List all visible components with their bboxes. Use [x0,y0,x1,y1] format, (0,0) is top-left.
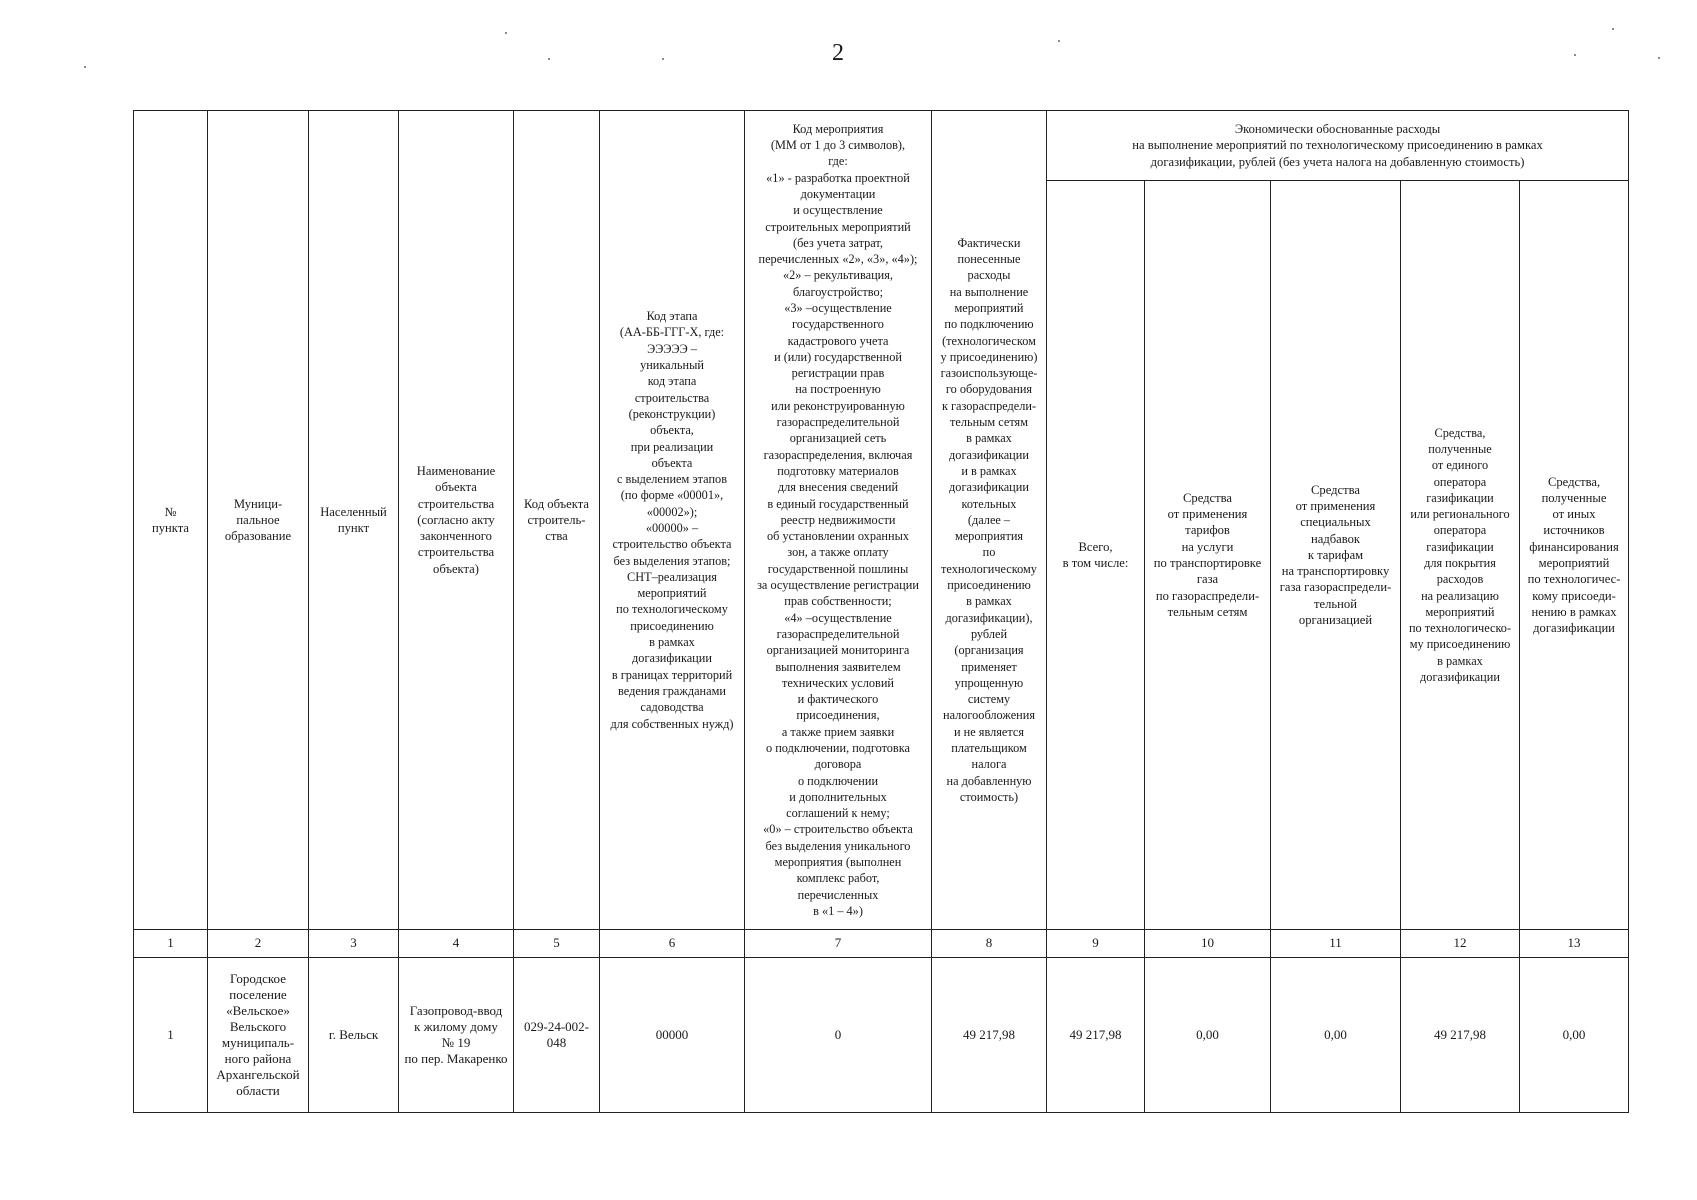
cell-tariff-funds: 0,00 [1145,958,1271,1113]
cell-operator-funds: 49 217,98 [1401,958,1520,1113]
header-object-name: Наименование объекта строительства (согласно акту законченного строительства объекта) [399,111,514,930]
scan-speck [548,58,550,60]
cell-item-number: 1 [134,958,208,1113]
header-row-1 [134,111,1629,181]
column-number: 7 [745,930,932,958]
header-stage-code: Код этапа (АА-ББ-ГГГ-Х, где: ЭЭЭЭЭ – уникальный код этапа строительства (реконструкции) объекта, при реализации объекта с выделением этапов (по форме «00001», «00002»); «00000» – строительство объекта без выделения этапов; СНТ–реализация мероприятий по технологическому присоединению в рамках догазификации в границах территорий ведения гражданами садоводства для собственных нужд) [600,111,745,930]
column-number: 2 [208,930,309,958]
column-number: 9 [1047,930,1145,958]
cell-surcharge-funds: 0,00 [1271,958,1401,1113]
header-item-number: № пункта [134,111,208,930]
header-object-code: Код объекта строитель- ства [514,111,600,930]
header-municipality: Муници- пальное образование [208,111,309,930]
header-activity-code: Код мероприятия (ММ от 1 до 3 символов), где: «1» - разработка проектной документации и осуществление строительных мероприятий (без учета затрат, перечисленных «2», «3», «4»); «2» – рекультивация, благоустройство; «3» –осуществление государственного кадастрового учета и (или) государственной регистрации прав на построенную или реконструированную газораспределительной организацией сеть газораспределения, включая подготовку материалов для внесения сведений в единый государственный реестр недвижимости об установлении охранных зон, а также оплату государственной пошлины за осуществление регистрации прав собственности; «4» –осуществление газораспределительной организацией мониторинга выполнения заявителем технических условий и фактического присоединения, а также прием заявки о подключении, подготовка договора о подключении и дополнительных соглашений к нему; «0» – строительство объекта без выделения уникального мероприятия (выполнен комплекс работ, перечисленных в «1 – 4») [745,111,932,930]
column-number: 8 [932,930,1047,958]
scan-speck [84,66,86,68]
cell-total: 49 217,98 [1047,958,1145,1113]
column-number: 1 [134,930,208,958]
scan-speck [505,32,507,34]
page-number: 2 [832,40,844,66]
column-number: 5 [514,930,600,958]
scan-speck [1658,57,1660,59]
table-row [134,958,1629,1113]
column-number: 11 [1271,930,1401,958]
cell-object-name: Газопровод-ввод к жилому дому № 19 по пер. Макаренко [399,958,514,1113]
column-number: 13 [1520,930,1629,958]
header-settlement: Населенный пункт [309,111,399,930]
cell-activity-code: 0 [745,958,932,1113]
cell-stage-code: 00000 [600,958,745,1113]
scan-speck [1612,28,1614,30]
header-actual-expenses: Фактически понесенные расходы на выполнение мероприятий по подключению (технологическом у присоединению) газоиспользующе- го оборудования к газораспредели- тельным сетям в рамках догазификации и в рамках догазификации котельных (далее – мероприятия по технологическому присоединению в рамках догазификации), рублей (организация применяет упрощенную систему налогообложения и не является плательщиком налога на добавленную стоимость) [932,111,1047,930]
header-tariff-funds: Средства от применения тарифов на услуги по транспортировке газа по газораспредели- тельным сетям [1145,181,1271,930]
header-operator-funds: Средства, полученные от единого оператора газификации или регионального оператора газификации для покрытия расходов на реализацию мероприятий по технологическо- му присоединению в рамках догазификации [1401,181,1520,930]
cell-settlement: г. Вельск [309,958,399,1113]
column-number: 3 [309,930,399,958]
column-number: 6 [600,930,745,958]
scan-speck [1574,54,1576,56]
cell-other-funds: 0,00 [1520,958,1629,1113]
column-number: 4 [399,930,514,958]
column-number: 12 [1401,930,1520,958]
cell-object-code: 029-24-002- 048 [514,958,600,1113]
header-other-funds: Средства, полученные от иных источников финансирования мероприятий по технологичес- кому присоеди- нению в рамках догазификации [1520,181,1629,930]
column-number: 10 [1145,930,1271,958]
gasification-expenses-table [133,110,1629,1113]
header-surcharge-funds: Средства от применения специальных надбавок к тарифам на транспортировку газа газораспредели- тельной организацией [1271,181,1401,930]
scan-speck [662,58,664,60]
cell-actual-expenses: 49 217,98 [932,958,1047,1113]
column-numbers-row [134,930,1629,958]
scan-speck [1058,40,1060,42]
cell-municipality: Городское поселение «Вельское» Вельского муниципаль- ного района Архангельской области [208,958,309,1113]
header-total: Всего, в том числе: [1047,181,1145,930]
header-economic-expenses-group: Экономически обоснованные расходы на выполнение мероприятий по технологическому присоединению в рамках догазификации, рублей (без учета налога на добавленную стоимость) [1047,111,1629,181]
